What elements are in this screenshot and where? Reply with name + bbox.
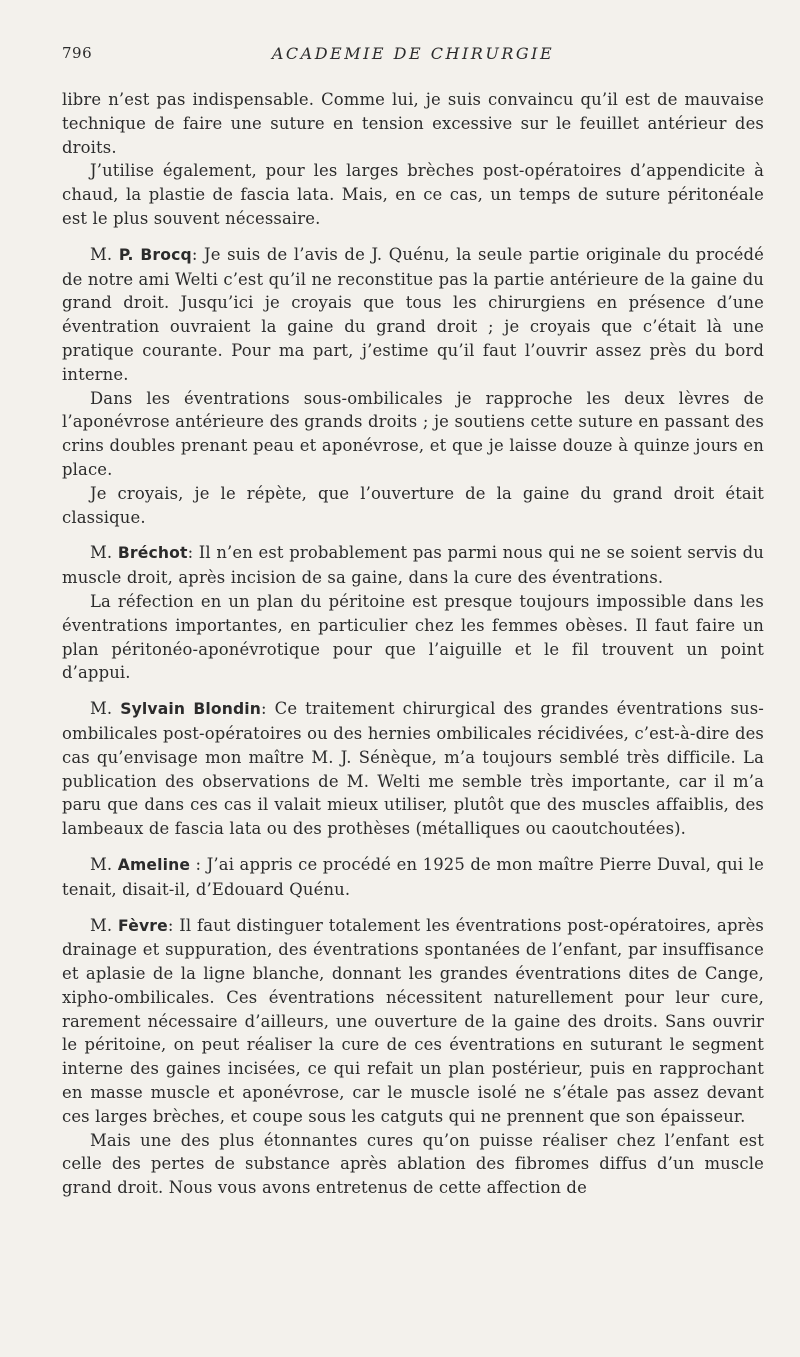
page-number: 796 — [62, 44, 93, 62]
paragraph-text: Mais une des plus étonnantes cures qu’on puisse réaliser chez l’enfant est celle des pertes de substance après ablation des fibromes diffus d’un muscle grand droit. Nous vous avons entretenus de cette affection de — [62, 1130, 764, 1198]
intervention-brechot — [62, 541, 764, 590]
speaker-prefix: M. — [90, 854, 118, 874]
speaker-colon: : — [187, 543, 199, 563]
paragraph-text: J’utilise également, pour les larges brèches post-opératoires d’appendicite à chaud, la plastie de fascia lata. Mais, en ce cas, un temps de suture péritonéale est le plus souvent nécessaire. — [62, 161, 764, 228]
body-text — [62, 88, 764, 1200]
speaker-colon: : — [261, 699, 275, 719]
paragraph-text: libre n’est pas indispensable. Comme lui, je suis convaincu qu’il est de mauvaise technique de faire une suture en tension excessive sur le feuillet antérieur des droits. — [62, 90, 764, 157]
paragraph-text: J’ai appris ce procédé en 1925 de mon maître Pierre Duval, qui le tenait, disait-il, d’Edouard Quénu. — [62, 854, 764, 899]
paragraph-1 — [62, 88, 764, 159]
speaker-colon: : — [191, 244, 205, 264]
speaker-name: Fèvre — [118, 916, 168, 935]
speaker-prefix: M. — [90, 244, 119, 264]
paragraph-text: Il n’en est probablement pas parmi nous qui ne se soient servis du muscle droit, après incision de sa gaine, dans la cure des éventrations. — [62, 543, 764, 588]
speaker-name: P. Brocq — [118, 245, 192, 264]
paragraph-7 — [62, 590, 764, 685]
speaker-colon: : — [190, 854, 207, 874]
speaker-name: Sylvain Blondin — [120, 700, 262, 719]
running-title: ACADEMIE DE CHIRURGIE — [271, 44, 555, 63]
paragraph-11 — [62, 1129, 764, 1200]
intervention-fevre — [62, 914, 764, 1129]
paragraph-text: Dans les éventrations sous-ombilicales je rapproche les deux lèvres de l’aponévrose antérieure des grands droits ; je soutiens cette suture en passant des crins doubles prenant peau et aponévrose, et que je laisse douze à quinze jours en place. — [62, 388, 764, 479]
speaker-prefix: M. — [90, 543, 118, 563]
paragraph-text: Je suis de l’avis de J. Quénu, la seule partie originale du procédé de notre ami Welti c’est qu’il ne reconstitue pas la partie antérieure de la gaine du grand droit. Jusqu’ici je croyais que tous les chirurgiens en présence d’une éventration ouvraient la gaine du grand droit ; je croyais que c’était là une pratique courante. Pour ma part, j’estime qu’il faut l’ouvrir assez près du bord interne. — [62, 244, 765, 384]
speaker-prefix: M. — [90, 915, 119, 935]
speaker-prefix: M. — [90, 699, 121, 719]
intervention-ameline — [62, 853, 764, 902]
speaker-name: Ameline — [117, 855, 191, 874]
paragraph-5 — [62, 482, 764, 530]
paragraph-2 — [62, 159, 764, 230]
intervention-brocq — [62, 243, 764, 387]
paragraph-text: Ce traitement chirurgical des grandes éventrations sus-ombilicales post-opératoires ou des hernies ombilicales récidivées, c’est-à-dire des cas qu’envisage mon maître M. J. Sénèque, m’a toujours semblé très difficile. La publication des observations de M. Welti me semble très importante, car il m’a paru que dans ces cas il valait mieux utiliser, plutôt que des muscles affaiblis, des lambeaux de fascia lata ou des prothèses (métalliques ou caoutchoutées). — [62, 699, 764, 839]
intervention-blondin — [62, 697, 764, 841]
paragraph-text: Je croyais, je le répète, que l’ouverture de la gaine du grand droit était classique. — [62, 483, 764, 527]
running-header — [62, 44, 764, 68]
speaker-name: Bréchot — [117, 544, 188, 563]
paragraph-text: Il faut distinguer totalement les éventrations post-opératoires, après drainage et suppuration, des éventrations spontanées de l’enfant, par insuffisance et aplasie de la ligne blanche, donnant les grandes éventrations dites de Cange, xipho-ombilicales. Ces éventrations nécessitent naturellement pour leur cure, rarement nécessaire d’ailleurs, une ouverture de la gaine des droits. Sans ouvrir le péritoine, on peut réaliser la cure de ces éventrations en suturant le segment interne des gaines incisées, ce qui refait un plan postérieur, puis en rapprochant en masse muscle et aponévrose, car le muscle isolé ne s’étale pas assez devant ces larges brèches, et coupe sous les catguts qui ne prennent que son épaisseur. — [62, 915, 764, 1126]
speaker-colon: : — [167, 915, 180, 935]
paragraph-4 — [62, 387, 764, 482]
paragraph-text: La réfection en un plan du péritoine est presque toujours impossible dans les éventrations importantes, en particulier chez les femmes obèses. Il faut faire un plan péritonéo-aponévrotique pour que l’aiguille et le fil trouvent un point d’appui. — [62, 591, 764, 683]
